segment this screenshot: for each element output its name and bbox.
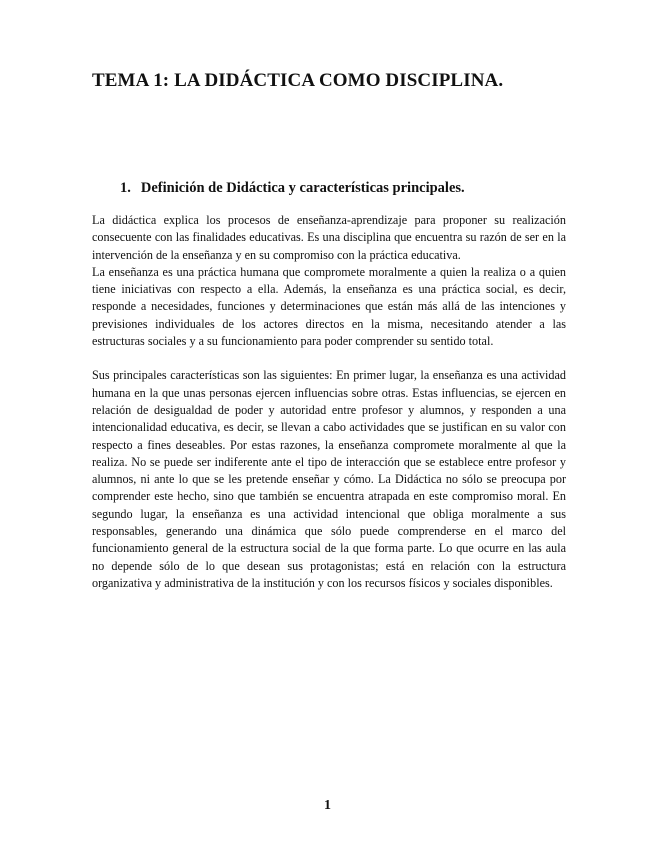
document-title: TEMA 1: LA DIDÁCTICA COMO DISCIPLINA. — [92, 70, 504, 91]
paragraph-1: La didáctica explica los procesos de enseñanza-aprendizaje para proponer su realización consecuente con las finalidades educativas. Es una disciplina que encuentra su razón de ser en la intervención de la enseñanza y en su compromiso con la práctica educativa. — [92, 213, 566, 262]
section-heading — [120, 180, 465, 197]
paragraph-2: La enseñanza es una práctica humana que compromete moralmente a quien la realiza o a quien tiene iniciativas con respecto a ella. Además, la enseñanza es una práctica social, es decir, responde a necesidades, funciones y determinaciones que están más allá de las intenciones y previsiones individuales de los actores directos en la misma, necesitando atender a las estructuras sociales y a su funcionamiento para poder comprender su sentido total. — [92, 264, 566, 349]
section-number: 1. — [120, 180, 131, 196]
section-heading-text: Definición de Didáctica y características principales. — [140, 180, 465, 196]
paragraph-3: Sus principales características son las siguientes: En primer lugar, la enseñanza es una actividad humana en la que unas personas ejercen influencias sobre otras. Estas influencias, se ejercen en relación de desigualdad de poder y autoridad entre profesor y alumnos, y responden a una intencionalidad educativa, es decir, se llevan a cabo actividades que se justifican en su valor con respecto a fines deseables. Por estas razones, la enseñanza compromete moralmente al que la realiza. No se puede ser indiferente ante el tipo de interacción que se establece entre profesor y alumnos, ni ante lo que se les pretende enseñar y cómo. La Didáctica no sólo se preocupa por comprender este hecho, sino que también se encuentra atrapada en este compromiso moral. En segundo lugar, la enseñanza es una actividad intencional que obliga moralmente a sus responsables, generando una dinámica que sólo puede comprenderse en el marco del funcionamiento general de la estructura social de la que forma parte. Lo que ocurre en las aula no depende sólo de lo que desean sus protagonistas; está en relación con la estructura organizativa y administrativa de la institución y con los recursos físicos y sociales disponibles. — [92, 368, 566, 590]
body-text — [92, 212, 566, 592]
page-number: 1 — [324, 798, 331, 813]
